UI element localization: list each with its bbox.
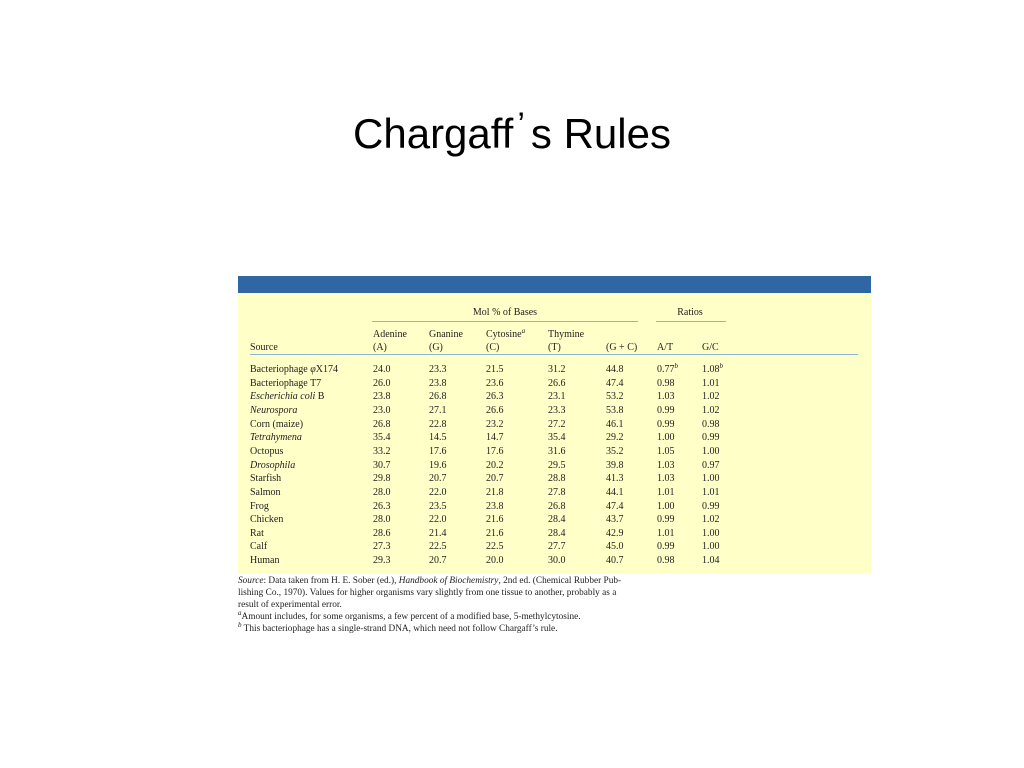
cell-value: 1.01 xyxy=(702,377,720,389)
table-row xyxy=(238,445,871,459)
cell-thymine xyxy=(548,527,566,540)
cell-gc-ratio xyxy=(702,445,720,458)
cell-gc-content xyxy=(606,404,624,417)
cell-value: 0.99 xyxy=(657,418,675,430)
cell-value: 20.7 xyxy=(429,473,447,485)
ratios-header-rule xyxy=(656,321,726,322)
cell-source xyxy=(250,540,267,553)
cell-value: 26.8 xyxy=(548,500,566,512)
source-name: Neurospora xyxy=(250,404,298,416)
cell-gc-ratio xyxy=(702,418,720,431)
cell-adenine xyxy=(373,431,391,444)
cell-value: 29.2 xyxy=(606,432,624,444)
cell-at-ratio xyxy=(657,418,675,431)
source-name: Calf xyxy=(250,541,268,553)
table-row xyxy=(238,459,871,473)
cell-value: 1.03 xyxy=(657,473,675,485)
source-note xyxy=(238,576,648,611)
cell-thymine xyxy=(548,390,566,403)
cell-guanine xyxy=(429,418,447,431)
table-row xyxy=(238,404,871,418)
cell-source xyxy=(250,363,338,376)
table-row xyxy=(238,418,871,432)
cell-at-ratio xyxy=(657,527,675,540)
cell-source xyxy=(250,513,283,526)
cell-value: 30.7 xyxy=(373,459,391,471)
cell-thymine xyxy=(548,486,566,499)
cell-at-ratio xyxy=(657,486,675,499)
table-row xyxy=(238,540,871,554)
cell-value: 26.6 xyxy=(548,377,566,389)
cell-at-ratio xyxy=(657,445,675,458)
cell-value: 21.5 xyxy=(486,364,504,375)
cell-value: 23.0 xyxy=(373,404,391,416)
table-row xyxy=(238,500,871,514)
cell-guanine xyxy=(429,363,447,376)
cell-guanine xyxy=(429,500,447,513)
cell-value: 0.99 xyxy=(657,541,675,553)
cell-value: 17.6 xyxy=(429,445,447,457)
cell-gc-content xyxy=(606,527,624,540)
cell-value: 21.4 xyxy=(429,527,447,539)
cell-value: 44.1 xyxy=(606,486,624,498)
cell-value: 33.2 xyxy=(373,445,391,457)
cell-gc-ratio xyxy=(702,363,723,377)
cell-value: 0.97 xyxy=(702,459,720,471)
cell-cytosine xyxy=(486,486,504,499)
source-name: Salmon xyxy=(250,486,281,498)
cell-value: 20.7 xyxy=(429,555,447,567)
cell-adenine xyxy=(373,540,391,553)
table-row xyxy=(238,554,871,568)
cell-value: 23.5 xyxy=(429,500,447,512)
cell-guanine xyxy=(429,527,447,540)
table-row xyxy=(238,363,871,377)
cell-source xyxy=(250,527,264,540)
cell-value: 1.01 xyxy=(657,527,675,539)
col-cytosine-name xyxy=(486,328,525,342)
cell-value: 26.6 xyxy=(486,404,504,416)
cell-value: 29.3 xyxy=(373,555,391,567)
cell-thymine xyxy=(548,404,566,417)
cell-value: 1.05 xyxy=(657,445,675,457)
cell-value: 20.7 xyxy=(486,473,504,485)
table-top-band xyxy=(238,276,871,293)
cell-value: 0.99 xyxy=(702,432,720,444)
cell-value: 27.1 xyxy=(429,404,447,416)
cell-guanine xyxy=(429,513,447,526)
cell-value: 53.2 xyxy=(606,391,624,403)
cell-value: 1.04 xyxy=(702,555,720,567)
cell-value: 1.01 xyxy=(657,486,675,498)
title-apostrophe: ’ xyxy=(517,106,525,144)
cell-value: 27.3 xyxy=(373,541,391,553)
cell-cytosine xyxy=(486,431,504,444)
col-adenine-name: Adenine xyxy=(373,329,407,340)
cell-value: 23.3 xyxy=(429,364,447,375)
source-name: Escherichia coli xyxy=(250,391,316,403)
cell-value: 31.6 xyxy=(548,445,566,457)
cell-thymine xyxy=(548,377,566,390)
cell-gc-ratio xyxy=(702,554,720,567)
cell-value: 23.2 xyxy=(486,418,504,430)
col-thymine-name: Thymine xyxy=(548,329,585,340)
cell-cytosine xyxy=(486,377,504,390)
cell-cytosine xyxy=(486,472,504,485)
cell-gc-ratio xyxy=(702,513,720,526)
cell-thymine xyxy=(548,513,566,526)
cell-cytosine xyxy=(486,500,504,513)
col-gc-content: (G + C) xyxy=(606,342,638,353)
cell-value: 23.3 xyxy=(548,404,566,416)
cell-value: 28.6 xyxy=(373,527,391,539)
cell-value: 26.8 xyxy=(429,391,447,403)
source-suffix: X174 xyxy=(315,364,339,375)
source-name: Corn (maize) xyxy=(250,418,304,430)
footnote-a-mark: a xyxy=(238,609,242,618)
col-thymine-abbr: (T) xyxy=(548,342,561,353)
footnote-a-text: Amount includes, for some organisms, a few percent of a modified base, 5-methylcytosine. xyxy=(241,612,581,623)
cell-gc-ratio xyxy=(702,527,720,540)
footnote-b-mark: b xyxy=(238,621,242,630)
cell-value: 0.98 xyxy=(657,377,675,389)
cell-adenine xyxy=(373,527,391,540)
cytosine-label: Cytosine xyxy=(486,329,522,340)
source-name: Frog xyxy=(250,500,269,512)
source-name: Drosophila xyxy=(250,459,296,471)
cell-value: 29.5 xyxy=(548,459,566,471)
cell-value: 42.9 xyxy=(606,527,624,539)
source-note-line-3: result of experimental error. xyxy=(238,599,342,610)
cell-adenine xyxy=(373,418,391,431)
cell-value: 26.8 xyxy=(373,418,391,430)
cell-value: 0.98 xyxy=(702,418,720,430)
cell-guanine xyxy=(429,459,447,472)
cell-guanine xyxy=(429,472,447,485)
cell-value: 28.8 xyxy=(548,473,566,485)
source-name: Human xyxy=(250,555,280,567)
cell-guanine xyxy=(429,540,447,553)
title-main: Chargaff xyxy=(353,110,514,157)
cell-value: 28.4 xyxy=(548,527,566,539)
cell-gc-content xyxy=(606,431,624,444)
cell-value: 39.8 xyxy=(606,459,624,471)
cell-value: 1.03 xyxy=(657,391,675,403)
col-cytosine-abbr: (C) xyxy=(486,342,500,353)
source-note-label: Source xyxy=(238,576,264,586)
cell-value: 28.0 xyxy=(373,486,391,498)
cell-value: 47.4 xyxy=(606,500,624,512)
footnote-mark: b xyxy=(674,362,678,370)
col-adenine-abbr: (A) xyxy=(373,342,387,353)
source-name: Chicken xyxy=(250,514,284,526)
cell-value: 27.7 xyxy=(548,541,566,553)
cell-at-ratio xyxy=(657,390,675,403)
cell-at-ratio xyxy=(657,554,675,567)
cell-thymine xyxy=(548,540,566,553)
cell-value: 19.6 xyxy=(429,459,447,471)
cell-gc-content xyxy=(606,486,624,499)
cell-gc-ratio xyxy=(702,500,720,513)
cell-source xyxy=(250,418,303,431)
cell-at-ratio xyxy=(657,431,675,444)
cell-at-ratio xyxy=(657,459,675,472)
cell-cytosine xyxy=(486,363,504,376)
cell-at-ratio xyxy=(657,500,675,513)
cell-value: 20.0 xyxy=(486,555,504,567)
mol-percent-header: Mol % of Bases xyxy=(472,307,538,318)
cell-value: 43.7 xyxy=(606,514,624,526)
cell-value: 45.0 xyxy=(606,541,624,553)
col-gc-ratio: G/C xyxy=(702,342,719,353)
cell-adenine xyxy=(373,554,391,567)
cell-gc-content xyxy=(606,445,624,458)
source-note-line-2: lishing Co., 1970). Values for higher organisms vary slightly from one tissue to another, probably as a xyxy=(238,587,617,598)
footnote-mark: b xyxy=(719,362,723,370)
cell-value: 26.3 xyxy=(486,391,504,403)
cytosine-footnote-mark: a xyxy=(521,327,526,335)
cell-adenine xyxy=(373,445,391,458)
cell-value: 27.8 xyxy=(548,486,566,498)
footnote-b-text: This bacteriophage has a single-strand DNA, which need not follow Chargaff’s rule. xyxy=(241,624,558,635)
cell-guanine xyxy=(429,377,447,390)
cell-source xyxy=(250,445,283,458)
cell-value: 23.8 xyxy=(373,391,391,403)
cell-value: 22.0 xyxy=(429,486,447,498)
table-row xyxy=(238,431,871,445)
cell-adenine xyxy=(373,459,391,472)
cell-value: 23.8 xyxy=(486,500,504,512)
source-name: Bacteriophage T7 xyxy=(250,377,322,389)
cell-gc-ratio xyxy=(702,459,720,472)
cell-thymine xyxy=(548,472,566,485)
cell-source xyxy=(250,554,279,567)
cell-source xyxy=(250,377,321,390)
cell-adenine xyxy=(373,377,391,390)
cell-value: 35.4 xyxy=(548,432,566,444)
cell-guanine xyxy=(429,445,447,458)
cell-cytosine xyxy=(486,527,504,540)
cell-value: 14.5 xyxy=(429,432,447,444)
cell-value: 0.98 xyxy=(657,555,675,567)
cell-value: 14.7 xyxy=(486,432,504,444)
cell-source xyxy=(250,459,295,472)
cell-value: 22.0 xyxy=(429,514,447,526)
cell-gc-ratio xyxy=(702,472,720,485)
cell-value: 1.08 xyxy=(702,364,720,375)
cell-source xyxy=(250,472,281,485)
cell-cytosine xyxy=(486,445,504,458)
cell-value: 17.6 xyxy=(486,445,504,457)
source-suffix: B xyxy=(315,391,325,403)
col-guanine-name: Gnanine xyxy=(429,329,463,340)
cell-value: 23.8 xyxy=(429,377,447,389)
cell-adenine xyxy=(373,513,391,526)
table-row xyxy=(238,377,871,391)
cell-gc-content xyxy=(606,500,624,513)
footnote-a xyxy=(238,609,648,624)
cell-value: 0.99 xyxy=(702,500,720,512)
cell-adenine xyxy=(373,472,391,485)
cell-value: 40.7 xyxy=(606,555,624,567)
cell-adenine xyxy=(373,404,391,417)
ratios-header: Ratios xyxy=(677,307,703,318)
cell-value: 1.01 xyxy=(702,486,720,498)
cell-adenine xyxy=(373,390,391,403)
cell-thymine xyxy=(548,431,566,444)
cell-value: 1.03 xyxy=(657,459,675,471)
cell-value: 27.2 xyxy=(548,418,566,430)
cell-value: 26.3 xyxy=(373,500,391,512)
cell-source xyxy=(250,431,302,444)
cell-value: 21.6 xyxy=(486,527,504,539)
table-row xyxy=(238,472,871,486)
cell-value: 1.00 xyxy=(702,473,720,485)
column-header-rule xyxy=(250,354,858,355)
cell-value: 0.99 xyxy=(657,404,675,416)
cell-cytosine xyxy=(486,404,504,417)
cell-value: 23.6 xyxy=(486,377,504,389)
cell-source xyxy=(250,404,297,417)
cell-guanine xyxy=(429,404,447,417)
cell-cytosine xyxy=(486,390,504,403)
cell-value: 22.5 xyxy=(429,541,447,553)
cell-at-ratio xyxy=(657,363,678,377)
cell-value: 20.2 xyxy=(486,459,504,471)
cell-value: 21.8 xyxy=(486,486,504,498)
cell-thymine xyxy=(548,500,566,513)
cell-value: 22.5 xyxy=(486,541,504,553)
slide-title xyxy=(0,108,1024,163)
cell-value: 1.02 xyxy=(702,514,720,526)
col-source: Source xyxy=(250,342,278,353)
cell-value: 22.8 xyxy=(429,418,447,430)
cell-guanine xyxy=(429,431,447,444)
cell-value: 47.4 xyxy=(606,377,624,389)
cell-gc-content xyxy=(606,513,624,526)
cell-value: 1.02 xyxy=(702,391,720,403)
cell-thymine xyxy=(548,459,566,472)
cell-value: 0.77 xyxy=(657,364,675,375)
cell-value: 53.8 xyxy=(606,404,624,416)
cell-gc-ratio xyxy=(702,390,720,403)
cell-gc-content xyxy=(606,390,624,403)
cell-gc-content xyxy=(606,540,624,553)
cell-gc-content xyxy=(606,554,624,567)
cell-value: 1.02 xyxy=(702,404,720,416)
source-name: Bacteriophage xyxy=(250,364,311,375)
cell-value: 1.00 xyxy=(657,500,675,512)
cell-value: 35.4 xyxy=(373,432,391,444)
cell-gc-content xyxy=(606,472,624,485)
cell-value: 1.00 xyxy=(657,432,675,444)
cell-source xyxy=(250,486,281,499)
chargaff-table xyxy=(238,276,871,574)
cell-cytosine xyxy=(486,513,504,526)
source-phi: φ xyxy=(310,364,316,375)
cell-gc-ratio xyxy=(702,486,720,499)
cell-source xyxy=(250,500,269,513)
source-name: Rat xyxy=(250,527,264,539)
cell-thymine xyxy=(548,554,566,567)
cell-cytosine xyxy=(486,459,504,472)
footnote-b xyxy=(238,621,648,636)
cell-value: 1.00 xyxy=(702,527,720,539)
cell-cytosine xyxy=(486,540,504,553)
cell-value: 35.2 xyxy=(606,445,624,457)
cell-gc-content xyxy=(606,459,624,472)
cell-value: 28.4 xyxy=(548,514,566,526)
cell-gc-ratio xyxy=(702,377,720,390)
cell-value: 21.6 xyxy=(486,514,504,526)
cell-thymine xyxy=(548,418,566,431)
cell-gc-content xyxy=(606,377,624,390)
cell-value: 29.8 xyxy=(373,473,391,485)
cell-at-ratio xyxy=(657,513,675,526)
cell-adenine xyxy=(373,486,391,499)
cell-thymine xyxy=(548,363,566,376)
cell-value: 41.3 xyxy=(606,473,624,485)
cell-at-ratio xyxy=(657,404,675,417)
cell-at-ratio xyxy=(657,472,675,485)
cell-gc-ratio xyxy=(702,431,720,444)
cell-at-ratio xyxy=(657,540,675,553)
table-footnotes xyxy=(238,576,648,636)
source-name: Tetrahymena xyxy=(250,432,302,444)
cell-value: 26.0 xyxy=(373,377,391,389)
source-name: Octopus xyxy=(250,445,284,457)
cell-gc-content xyxy=(606,418,624,431)
col-at-ratio: A/T xyxy=(657,342,674,353)
title-rest: s Rules xyxy=(530,110,671,157)
cell-value: 46.1 xyxy=(606,418,624,430)
cell-cytosine xyxy=(486,554,504,567)
source-note-book: Handbook of Biochemistry xyxy=(398,576,499,586)
cell-value: 24.0 xyxy=(373,364,391,375)
cell-adenine xyxy=(373,363,391,376)
cell-value: 44.8 xyxy=(606,364,624,375)
cell-guanine xyxy=(429,554,447,567)
cell-value: 31.2 xyxy=(548,364,566,375)
source-note-text-2: , 2nd ed. (Chemical Rubber Pub- xyxy=(498,576,622,586)
source-note-text-1: : Data taken from H. E. Sober (ed.), xyxy=(263,576,399,586)
cell-source xyxy=(250,390,324,403)
cell-value: 1.00 xyxy=(702,445,720,457)
cell-gc-ratio xyxy=(702,540,720,553)
cell-adenine xyxy=(373,500,391,513)
cell-gc-content xyxy=(606,363,624,376)
table-row xyxy=(238,390,871,404)
cell-gc-ratio xyxy=(702,404,720,417)
cell-value: 0.99 xyxy=(657,514,675,526)
cell-guanine xyxy=(429,390,447,403)
cell-value: 23.1 xyxy=(548,391,566,403)
cell-value: 1.00 xyxy=(702,541,720,553)
cell-value: 28.0 xyxy=(373,514,391,526)
col-guanine-abbr: (G) xyxy=(429,342,443,353)
mol-header-rule xyxy=(372,321,638,322)
table-row xyxy=(238,513,871,527)
cell-guanine xyxy=(429,486,447,499)
source-name: Starfish xyxy=(250,473,282,485)
table-row xyxy=(238,486,871,500)
cell-value: 30.0 xyxy=(548,555,566,567)
cell-at-ratio xyxy=(657,377,675,390)
cell-thymine xyxy=(548,445,566,458)
table-row xyxy=(238,527,871,541)
cell-cytosine xyxy=(486,418,504,431)
